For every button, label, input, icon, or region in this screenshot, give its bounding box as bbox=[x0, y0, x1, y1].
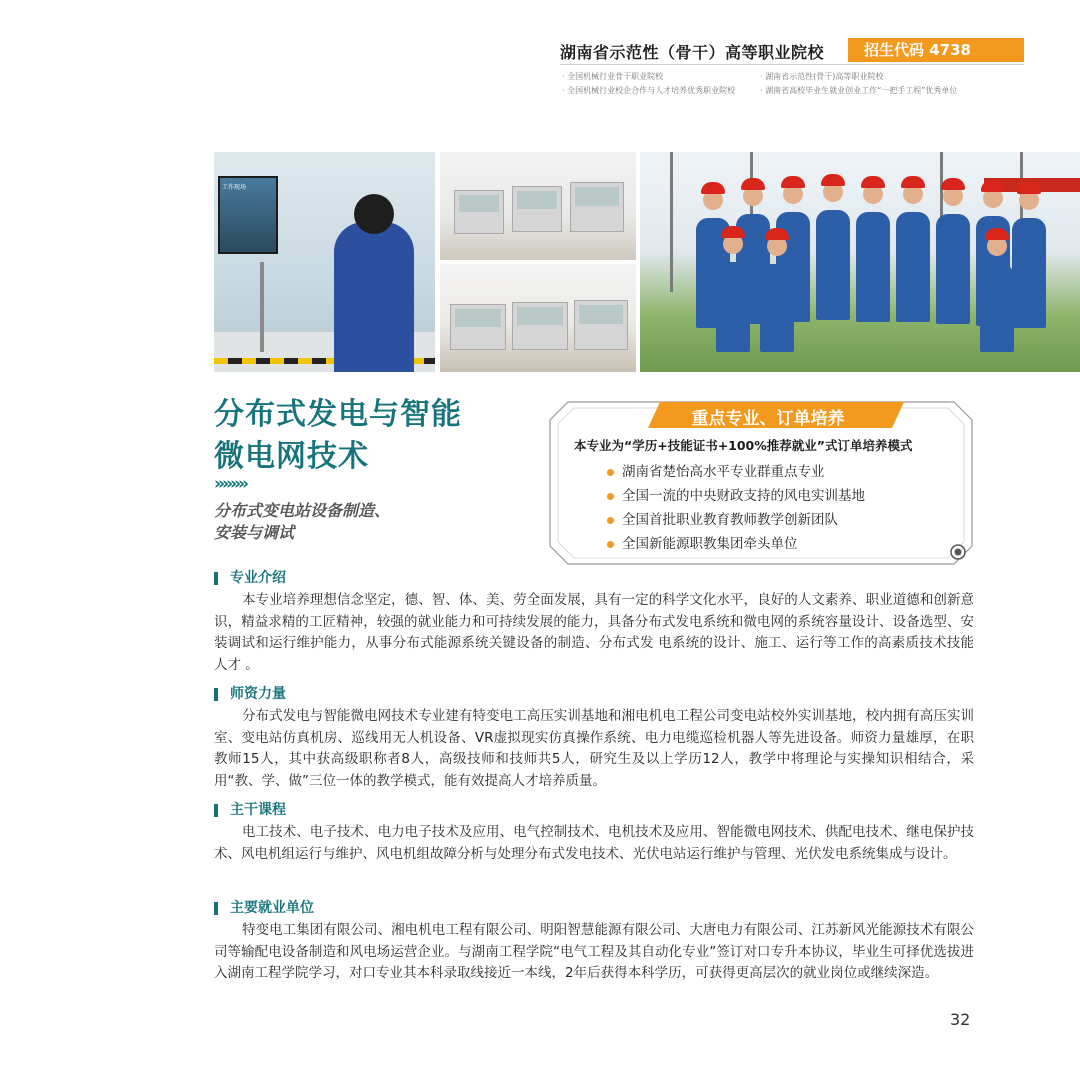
major-subtitle-line-2: 安装与调试 bbox=[214, 523, 295, 542]
display-screen bbox=[218, 176, 278, 254]
chevron-arrows-icon: »»»» bbox=[214, 474, 246, 494]
screen-text: 工作现场 bbox=[222, 184, 247, 191]
lab-bench bbox=[512, 186, 562, 232]
major-title bbox=[214, 394, 462, 478]
vr-headset bbox=[354, 194, 394, 234]
section-body: 本专业培养理想信念坚定，德、智、体、美、劳全面发展，具有一定的科学文化水平，良好的人文素养、职业道德和创新意识，精益求精的工匠精神，较强的就业能力和可持续发展的能力，具备分布式发电系统和微电网的系统容量设计、设备选型、安装调试和运行维护能力，从事分布式能源系统关键设备的制造、分布式发 电系统的设计、施工、运行等工作的高素质技术技能人才 。 bbox=[214, 592, 974, 673]
section-body: 特变电工集团有限公司、湘电机电工程有限公司、明阳智慧能源有限公司、大唐电力有限公司、江苏新风光能源技术有限公司等输配电设备制造和风电场运营企业。与湖南工程学院“电气工程及其自动化专业”签订对口专升本协议，毕业生可择优选拔进入湖南工程学院学习，对口专业其本科录取线接近一本线，2年后获得本科学历，可获得更高层次的就业岗位或继续深造。 bbox=[214, 922, 974, 981]
section-courses bbox=[214, 800, 974, 865]
honor-item: · 湖南省高校毕业生就业创业工作“一把手工程”优秀单位 bbox=[760, 86, 958, 95]
section-heading: 师资力量 bbox=[214, 684, 974, 704]
section-heading: 主干课程 bbox=[214, 800, 974, 820]
lab-bench bbox=[512, 302, 568, 350]
enroll-code-badge: 招生代码 4738 bbox=[848, 38, 1024, 62]
lab-photo-2 bbox=[440, 264, 636, 372]
feature-item: 全国一流的中央财政支持的风电实训基地 bbox=[622, 484, 865, 508]
lab-bench bbox=[574, 300, 628, 350]
page-number: 32 bbox=[950, 1010, 971, 1029]
worker-figure bbox=[1012, 218, 1046, 328]
worker-figure bbox=[936, 214, 970, 324]
worker-figure bbox=[816, 210, 850, 320]
major-subtitle-line-1: 分布式变电站设备制造、 bbox=[214, 501, 391, 520]
feature-intro: 本专业为“学历+技能证书+100%推荐就业”式订单培养模式 bbox=[574, 438, 913, 453]
trainee-figure bbox=[334, 222, 414, 372]
honor-item: · 全国机械行业骨干职业院校 bbox=[562, 72, 664, 81]
header-divider bbox=[560, 64, 1024, 65]
feature-box-title: 重点专业、订单培养 bbox=[691, 409, 845, 429]
worker-figure bbox=[716, 262, 750, 352]
lab-bench bbox=[450, 304, 506, 350]
major-title-line-1: 分布式发电与智能 bbox=[214, 397, 462, 432]
school-name: 湖南省示范性（骨干）高等职业院校 bbox=[560, 43, 825, 62]
stanchion bbox=[260, 262, 264, 352]
team-photo bbox=[640, 152, 1080, 372]
section-heading: 主要就业单位 bbox=[214, 898, 974, 918]
section-employers bbox=[214, 898, 974, 985]
worker-figure bbox=[980, 264, 1014, 352]
lab-bench bbox=[454, 190, 504, 234]
lab-bench bbox=[570, 182, 624, 232]
feature-list bbox=[622, 460, 865, 556]
power-tower bbox=[670, 152, 673, 292]
section-heading: 专业介绍 bbox=[214, 568, 974, 588]
section-body: 电工技术、电子技术、电力电子技术及应用、电气控制技术、电机技术及应用、智能微电网技术、供配电技术、继电保护技术、风电机组运行与维护、风电机组故障分析与处理分布式发电技术、光伏电站运行维护与管理、光伏发电系统集成与设计。 bbox=[214, 824, 974, 862]
worker-figure bbox=[896, 212, 930, 322]
honor-item: · 湖南省示范性(骨干)高等职业院校 bbox=[760, 72, 884, 81]
feature-item: 全国首批职业教育教师教学创新团队 bbox=[622, 508, 865, 532]
worker-figure bbox=[760, 264, 794, 352]
vr-training-photo bbox=[214, 152, 435, 372]
section-faculty bbox=[214, 684, 974, 792]
honor-item: · 全国机械行业校企合作与人才培养优秀职业院校 bbox=[562, 86, 736, 95]
major-subtitle bbox=[214, 500, 390, 544]
feature-item: 全国新能源职教集团牵头单位 bbox=[622, 532, 865, 556]
feature-item: 湖南省楚怡高水平专业群重点专业 bbox=[622, 460, 865, 484]
section-body: 分布式发电与智能微电网技术专业建有特变电工高压实训基地和湘电机电工程公司变电站校外实训基地，校内拥有高压实训室、变电站仿真机房、巡线用无人机设备、VR虚拟现实仿真操作系统、电力电缆巡检机器人等先进设备。师资力量雄厚，在职教师15人，其中获高级职称者8人，高级技师和技师共5人，研究生及以上学历12人，教学中将理论与实操知识相结合，采用“教、学、做”三位一体的教学模式，能有效提高人才培养质量。 bbox=[214, 708, 974, 789]
lab-photo-1 bbox=[440, 152, 636, 260]
section-intro bbox=[214, 568, 974, 676]
worker-figure bbox=[856, 212, 890, 322]
major-title-line-2: 微电网技术 bbox=[214, 439, 369, 474]
